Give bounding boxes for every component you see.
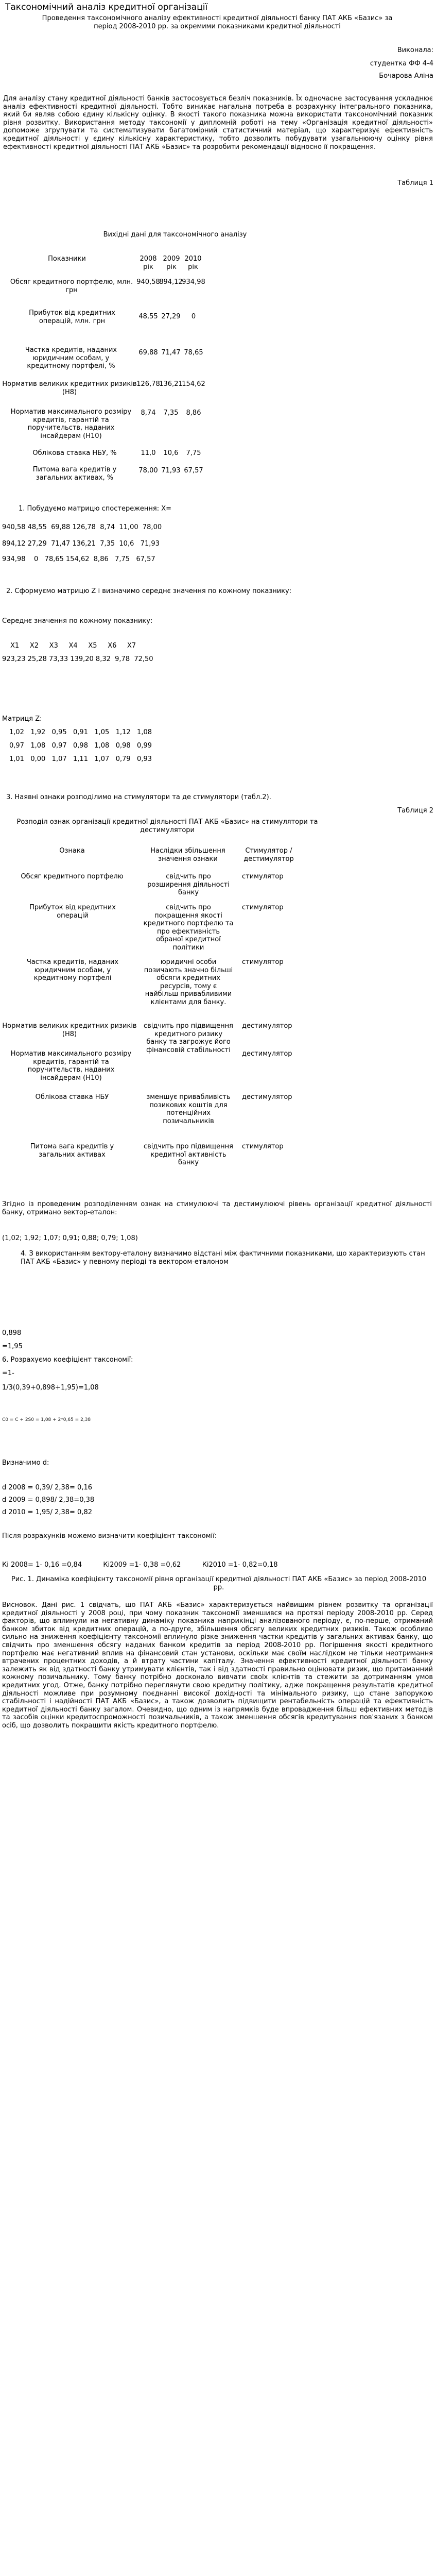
table1-value: 10,6: [163, 449, 179, 457]
table2-feature: Норматив максимального розміру кредитів, гарантій та поручительств, наданих інсайдерам (Н10): [10, 1050, 132, 1082]
table1-value: 126,78: [136, 380, 160, 388]
equation-line: 1/3(0,39+0,898+1,95)=1,08: [2, 1384, 99, 1392]
means-label: Середнє значення по кожному показнику:: [2, 617, 153, 625]
table1-header-cell: 2008 рік: [139, 255, 157, 271]
table2-type: стимулятор: [242, 958, 284, 966]
table1-indicator: Прибуток від кредитних операцій, млн. грн: [29, 309, 115, 325]
matrix-x-row: 940,58 48,55 69,88 126,78 8,74 11,00 78,00: [2, 523, 162, 531]
matrix-z-row: 1,02 1,92 0,95 0,91 1,05 1,12 1,08: [9, 728, 152, 736]
intro-text: Проведення таксономічного аналізу ефективності кредитної діяльності банку ПАТ АКБ «Базис» за період 2008-2010 рр. за окремими показниками кредитної діяльності: [42, 14, 393, 30]
table1-value: 7,35: [163, 409, 179, 417]
table1-header-cell: 2010 рік: [184, 255, 202, 271]
table2-feature: Частка кредитів, наданих юридичним особам, у кредитному портфелі: [26, 958, 119, 982]
table2-effect: свідчить про розширення діяльності банку: [147, 873, 230, 897]
step6-text: 6. Розрахуємо коефіцієнт таксономії:: [2, 1356, 133, 1364]
reference-vector: (1,02; 1,92; 1,07; 0,91; 0,88; 0,79; 1,08): [2, 1234, 138, 1242]
table1-value: 71,47: [161, 349, 181, 357]
table1-caption: Вихідні дані для таксономічного аналізу: [103, 231, 247, 239]
matrix-z-row: 1,01 0,00 1,07 1,11 1,07 0,79 0,93: [9, 755, 152, 763]
table2-header-cell: Ознака: [59, 847, 85, 855]
table1-value: 8,86: [186, 409, 201, 417]
table1-indicator: Частка кредитів, наданих юридичним особам, у кредитному портфелі, %: [25, 346, 117, 370]
means-header: X1 X2 X3 X4 X5 X6 X7: [10, 642, 136, 650]
table1-indicator: Обсяг кредитного портфелю, млн. грн: [10, 278, 133, 294]
table1-indicator: Норматив великих кредитних ризиків (Н8): [2, 380, 137, 396]
figure-caption: Рис. 1. Динаміка коефіцієнту таксономії рівня організації кредитної діяльності ПАТ АКБ «Базис» за період 2008-2010 рр.: [11, 1575, 427, 1591]
d-line: d 2009 = 0,898/ 2,38=0,38: [2, 1496, 95, 1504]
table1-indicator: Облікова ставка НБУ, %: [32, 449, 117, 457]
table2-feature: Норматив великих кредитних ризиків (Н8): [2, 1022, 137, 1038]
table2-effect: свідчить про підвищення кредитної активність банку: [143, 1143, 233, 1167]
step3-text: 3. Наявні ознаки розподілимо на стимулятори та де стимулятори (табл.2).: [6, 793, 271, 801]
table2-type: дестимулятор: [242, 1093, 292, 1101]
table2-type: стимулятор: [242, 873, 284, 880]
table1-label: Таблиця 1: [397, 179, 433, 187]
table1-indicator: Норматив максимального розміру кредитів, гарантій та поручительств, наданих інсайдерам (Н10): [10, 408, 132, 440]
step4-text: 4. З використанням вектору-еталону визначимо відстані між фактичними показниками, що характеризують стан ПАТ АКБ «Базис» у певному періоді та вектором-еталоном: [21, 1250, 425, 1266]
table2-type: стимулятор: [242, 1143, 284, 1150]
means-values: 923,23 25,28 73,33 139,20 8,32 9,78 72,50: [2, 655, 153, 663]
distance-value: =1,95: [2, 1343, 23, 1350]
d-line: d 2008 = 0,39/ 2,38= 0,16: [2, 1484, 92, 1492]
vector-paragraph: Згідно із проведеним розподіленням ознак на стимулюючі та дестимулюючі рівень організації кредитної діяльності банку, отримано вектор-еталон:: [2, 1200, 432, 1216]
author-label: Виконала:: [397, 46, 433, 54]
table1-value: 78,65: [184, 349, 203, 357]
table2-type: дестимулятор: [242, 1050, 292, 1058]
matrix-z-row: 0,97 1,08 0,97 0,98 1,08 0,98 0,99: [9, 742, 152, 750]
table1-value: 69,88: [138, 349, 158, 357]
matrix-x-row: 894,12 27,29 71,47 136,21 7,35 10,6 71,93: [2, 540, 160, 548]
table1-value: 78,00: [138, 467, 158, 474]
page-title: Таксономічний аналіз кредитної організації: [5, 2, 208, 12]
table2-feature: Обсяг кредитного портфелю: [21, 873, 124, 880]
table2-header-cell: Наслідки збільшення значення ознаки: [150, 847, 225, 863]
matrix-x-row: 934,98 0 78,65 154,62 8,86 7,75 67,57: [2, 555, 155, 563]
table2-header-cell: Стимулятор / дестимулятор: [243, 847, 294, 863]
table2-feature: Облікова ставка НБУ: [35, 1093, 109, 1101]
step2-text: 2. Сформуємо матрицю Z і визначимо середнє значення по кожному показнику:: [6, 587, 292, 595]
table2-caption: Розподіл ознак організації кредитної діяльності ПАТ АКБ «Базис» на стимулятори та дестимулятори: [16, 818, 318, 834]
k-values: Кі 2008= 1- 0,16 =0,84 Кі2009 =1- 0,38 =0,62 Кі2010 =1- 0,82=0,18: [2, 1561, 278, 1569]
table2-feature: Прибуток від кредитних операцій: [29, 904, 116, 920]
step1-text: 1. Побудуємо матрицю спостереження: X=: [19, 505, 172, 513]
table1-value: 940,58: [136, 278, 160, 286]
table1-value: 894,12: [159, 278, 183, 286]
intro-paragraph: Для аналізу стану кредитної діяльності банків застосовується безліч показників. Їх одночасне застосування ускладнює аналіз ефективності кредитної діяльності. Тобто виникає нагальна потреба в розрахунку інтегрального показника, який би являв собою єдину кількісну оцінку. В якості такого показника можна використати таксономічний показник рівня розвитку. Використання методу таксономії у дипломній роботі на тему «Організація кредитної діяльності» допоможе згрупувати та систематизувати багатомірний статистичний матеріал, що характеризує ефективність кредитної діяльності у єдину кількісну характеристику, тобто дозволить побудувати узагальнюючу оцінку рівня ефективності кредитної діяльності ПАТ АКБ «Базис» та розробити рекомендації відносно її покращення.: [3, 95, 433, 151]
table2-feature: Питома вага кредитів у загальних активах: [30, 1143, 114, 1159]
table1-value: 0: [191, 313, 196, 320]
equation-line: =1-: [2, 1369, 14, 1377]
table1-value: 11,0: [141, 449, 156, 457]
table1-value: 934,98: [182, 278, 205, 286]
table1-value: 154,62: [182, 380, 205, 388]
conclusion-paragraph: Висновок. Дані рис. 1 свідчать, що ПАТ АКБ «Базис» характеризується найвищим рівнем розвитку та організації кредитної діяльності у 2008 році, при чому показник таксономії зменшився на протязі періоду 2008-2010 рр. Серед факторів, що вплинули на негативну динаміку показника наприкінці аналізованого періоду, є, по-перше, отриманий банком збиток від кредитних операцій, а по-друге, збільшення обсягу великих кредитних ризиків. Також особливо сильно на зниження коефіцієнту таксономії вплинуло різке зниження частки кредитів у загальних активах банку, що свідчить про зменшення обсягу наданих банком кредитів за період 2008-2010 рр. Погіршення якості кредитного портфелю має негативний вплив на фінансовий стан установи, оскільки має своїм наслідком не тільки неотримання втрачених процентних доходів, а й втрату частини капіталу. Значення ефективності кредитної діяльності банку залежить як від здатності банку утримувати клієнтів, так і від здатності правильно оцінювати ризик, що притаманний кожному позичальнику. Тому банку потрібно досконало вивчати своїх клієнтів та стежити за дотриманням умов кредитних угод. Отже, банку потрібно переглянути свою кредитну політику, адже покращення результатів кредитної діяльності можливе при розумному поєднанні високої дохідності та мінімального ризику, що стане запорукою стабільності і надійності ПАТ АКБ «Базис», а також дозволить підвищити рентабельність операцій та ефективність кредитної діяльності банку загалом. Очевидно, що одним із напрямків буде впровадження більш ефективних методів та засобів оцінки кредитоспроможності позичальників, а також зменшення обсягів кредитування пов'язаних з банком осіб, що дозволить покращити якість кредитного портфелю.: [2, 1601, 433, 1730]
k-label: Після розрахунків можемо визначити коефіцієнт таксономії:: [2, 1532, 217, 1540]
matrix-z-label: Матриця Z:: [2, 715, 42, 723]
distance-value: 0,898: [2, 1329, 22, 1337]
table1-value: 136,21: [159, 380, 183, 388]
author-name: Бочарова Аліна: [379, 72, 433, 80]
table2-type: дестимулятор: [242, 1022, 292, 1030]
c0-formula: C0 = C + 2S0 = 1,08 + 2*0,65 = 2,38: [2, 1417, 91, 1422]
table2-effect: юридичні особи позичають значно більші обсяги кредитних ресурсів, тому є найбільш привабливими клієнтами для банку.: [144, 958, 233, 1006]
table2-effect: свідчить про підвищення кредитного ризику банку та загрожує його фінансовій стабільності: [143, 1022, 233, 1054]
table1-value: 27,29: [161, 313, 181, 320]
d-label: Визначимо d:: [2, 1459, 49, 1467]
table2-effect: зменшує привабливість позикових коштів для потенційних позичальників: [146, 1093, 231, 1125]
table1-value: 67,57: [184, 467, 203, 474]
table1-indicator: Питома вага кредитів у загальних активах, %: [32, 466, 117, 482]
table1-value: 71,93: [161, 467, 181, 474]
table2-effect: свідчить про покращення якості кредитного портфелю та про ефективність обраної кредитної політики: [143, 904, 234, 952]
table2-type: стимулятор: [242, 904, 284, 911]
table1-value: 48,55: [138, 313, 158, 320]
table1-header-cell: Показники: [48, 255, 86, 263]
table1-value: 8,74: [141, 409, 156, 417]
table1-value: 7,75: [186, 449, 201, 457]
author-group: студентка ФФ 4-4: [370, 60, 433, 67]
d-line: d 2010 = 1,95/ 2,38= 0,82: [2, 1509, 92, 1516]
table1-header-cell: 2009 рік: [163, 255, 180, 271]
table2-label: Таблиця 2: [397, 807, 433, 815]
